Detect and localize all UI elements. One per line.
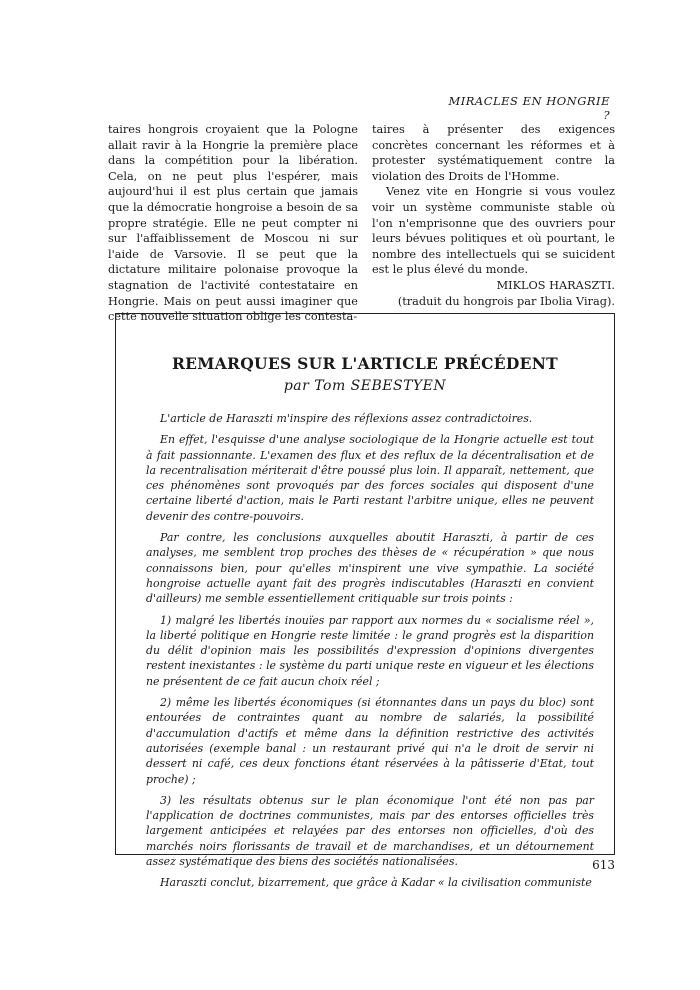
- remarks-paragraph: L'article de Haraszti m'inspire des réflexions assez contradictoires.: [160, 412, 533, 425]
- right-column: [372, 122, 615, 309]
- translation-credit: (traduit du hongrois par Ibolia Virag).: [397, 294, 615, 308]
- remarks-paragraph: En effet, l'esquisse d'une analyse sociologique de la Hongrie actuelle est tout à fait passionnante. L'examen des flux et des reflux de la décentralisation et de la recentralisation mériterait d'être poussé plus loin. Il apparaît, nettement, que ces phénomènes sont provoqués par des forces sociales qui disposent d'une certaine liberté d'action, mais le Parti restant l'arbitre unique, elles ne peuvent devenir des contre-pouvoirs.: [146, 433, 594, 523]
- author-signature: MIKLOS HARASZTI.: [496, 278, 615, 292]
- remarks-paragraph: Haraszti conclut, bizarrement, que grâce à Kadar « la civilisation communiste: [160, 876, 592, 890]
- right-column-paragraph-2: Venez vite en Hongrie si vous voulez voir un système communiste stable où l'on n'emprisonne que des ouvriers pour leurs bévues politiques et où pourtant, le nombre des intellectuels qui se suicident est le plus élevé du monde.: [372, 185, 615, 277]
- remarks-paragraph: Par contre, les conclusions auxquelles aboutit Haraszti, à partir de ces analyses, me semblent trop proches des thèses de « récupération » que nous connaissons bien, pour qu'elles m'inspirent une vive sympathie. La société hongroise actuelle ayant fait des progrès indiscutables (Haraszti en convient d'ailleurs) me semble essentiellement critiquable sur trois points :: [146, 531, 594, 606]
- remarks-title: REMARQUES SUR L'ARTICLE PRÉCÉDENT: [171, 354, 559, 373]
- remarks-paragraph: 2) même les libertés économiques (si étonnantes dans un pays du bloc) sont entourées de contraintes quant au nombre de salariés, la possibilité d'accumulation d'actifs et même dans la définition restrictive des activités autorisées (exemple banal : un restaurant privé qui n'a le droit de servir ni dessert ni café, ces deux fonctions étant réservées à la pâtisserie d'Etat, tout proche) ;: [146, 696, 594, 786]
- page-number: 613: [592, 858, 615, 872]
- remarks-paragraph: 1) malgré les libertés inouïes par rapport aux normes du « socialisme réel », la liberté politique en Hongrie reste limitée : le grand progrès est la disparition du délit d'opinion mais les possibilités d'expression d'opinions divergentes restent inexistantes : le système du parti unique reste en vigueur et les élections ne présentent de ce fait aucun choix réel ;: [146, 613, 594, 688]
- right-column-paragraph-1: taires à présenter des exigences concrètes concernant les réformes et à protester systématiquement contre la violation des Droits de l'Homme.: [372, 123, 615, 183]
- left-column: [108, 122, 358, 325]
- left-column-text: taires hongrois croyaient que la Pologne allait ravir à la Hongrie la première place dans la compétition pour la libération. Cela, on ne peut plus l'espérer, mais aujourd'hui il est plus certain que jamais que la démocratie hongroise a besoin de sa propre stratégie. Elle ne peut compter ni sur l'affaiblissement de Moscou ni sur l'aide de Varsovie. Il se peut que la dictature militaire polonaise provoque la stagnation de l'activité contestataire en Hongrie. Mais on peut aussi imaginer que cette nouvelle situation oblige les contesta-: [108, 123, 358, 324]
- remarks-paragraph: 3) les résultats obtenus sur le plan économique l'ont été non pas par l'application de doctrines communistes, mais par des entorses officielles très largement anticipées et relayées par des entorses non officielles, d'où des marchés noirs florissants de travail et de marchandises, et un détournement assez systématique des biens des sociétés nationalisées.: [146, 793, 594, 869]
- running-head: MIRACLES EN HONGRIE ?: [448, 94, 610, 122]
- remarks-byline: par Tom SEBESTYEN: [283, 378, 447, 394]
- remarks-body: [146, 411, 594, 897]
